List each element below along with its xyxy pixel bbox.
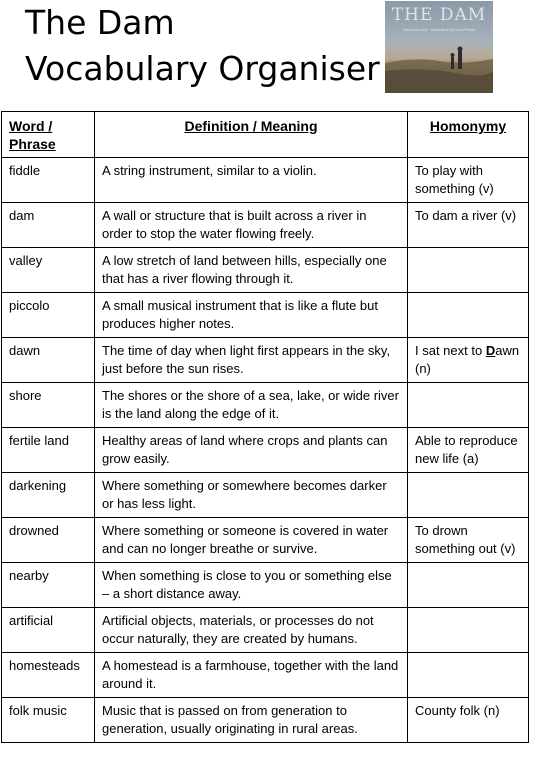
homonymy-cell: Able to reproduce new life (a)	[408, 428, 529, 473]
homonymy-cell	[408, 338, 529, 383]
homonymy-cell	[408, 563, 529, 608]
word-cell: dawn	[2, 338, 95, 383]
table-row	[2, 203, 529, 248]
table-row	[2, 248, 529, 293]
definition-cell: The time of day when light first appears in the sky, just before the sun rises.	[95, 338, 408, 383]
word-cell: artificial	[2, 608, 95, 653]
cover-title: THE DAM	[391, 5, 487, 25]
definition-cell: Healthy areas of land where crops and plants can grow easily.	[95, 428, 408, 473]
table-row	[2, 383, 529, 428]
table-row	[2, 158, 529, 203]
table-row	[2, 698, 529, 743]
homonymy-cell	[408, 653, 529, 698]
table-row	[2, 518, 529, 563]
word-cell: nearby	[2, 563, 95, 608]
homonymy-text-suffix: awn (n)	[415, 343, 520, 376]
word-cell: homesteads	[2, 653, 95, 698]
word-cell: dam	[2, 203, 95, 248]
homonymy-cell	[408, 608, 529, 653]
homonymy-highlight-letter: D	[485, 343, 496, 358]
header-definition: Definition / Meaning	[95, 112, 408, 158]
title-line-2: Vocabulary Organiser	[25, 49, 380, 88]
definition-cell: A low stretch of land between hills, especially one that has a river flowing through it.	[95, 248, 408, 293]
table-row	[2, 473, 529, 518]
header-homonymy: Homonymy	[408, 112, 529, 158]
table-row	[2, 608, 529, 653]
table-row	[2, 428, 529, 473]
homonymy-text-prefix: I sat next to	[415, 343, 486, 358]
word-cell: darkening	[2, 473, 95, 518]
book-cover-image	[385, 1, 493, 93]
definition-cell: Artificial objects, materials, or processes do not occur naturally, they are created by humans.	[95, 608, 408, 653]
homonymy-cell: To drown something out (v)	[408, 518, 529, 563]
word-cell: fertile land	[2, 428, 95, 473]
word-cell: valley	[2, 248, 95, 293]
homonymy-cell: To dam a river (v)	[408, 203, 529, 248]
definition-cell: A small musical instrument that is like a flute but produces higher notes.	[95, 293, 408, 338]
definition-cell: Where something or someone is covered in water and can no longer breathe or survive.	[95, 518, 408, 563]
definition-cell: A string instrument, similar to a violin.	[95, 158, 408, 203]
definition-cell: Where something or somewhere becomes darker or has less light.	[95, 473, 408, 518]
table-row	[2, 338, 529, 383]
definition-cell: A homestead is a farmhouse, together with the land around it.	[95, 653, 408, 698]
definition-cell: Music that is passed on from generation to generation, usually originating in rural areas.	[95, 698, 408, 743]
definition-cell: A wall or structure that is built across a river in order to stop the water flowing freely.	[95, 203, 408, 248]
homonymy-cell	[408, 383, 529, 428]
homonymy-cell	[408, 293, 529, 338]
word-cell: piccolo	[2, 293, 95, 338]
page-title	[25, 0, 380, 92]
definition-cell: When something is close to you or something else – a short distance away.	[95, 563, 408, 608]
table-row	[2, 653, 529, 698]
title-line-1: The Dam	[25, 3, 175, 42]
homonymy-cell	[408, 473, 529, 518]
word-cell: folk music	[2, 698, 95, 743]
table-header-row	[2, 112, 529, 158]
vocabulary-table	[1, 111, 529, 743]
table-row	[2, 563, 529, 608]
homonymy-cell	[408, 248, 529, 293]
definition-cell: The shores or the shore of a sea, lake, or wide river is the land along the edge of it.	[95, 383, 408, 428]
header-word: Word / Phrase	[2, 112, 95, 158]
homonymy-cell: To play with something (v)	[408, 158, 529, 203]
word-cell: shore	[2, 383, 95, 428]
cover-subtitle: David Almond · illustrated by Levi Pinfold	[402, 27, 476, 32]
word-cell: drowned	[2, 518, 95, 563]
word-cell: fiddle	[2, 158, 95, 203]
table-row	[2, 293, 529, 338]
homonymy-cell: County folk (n)	[408, 698, 529, 743]
